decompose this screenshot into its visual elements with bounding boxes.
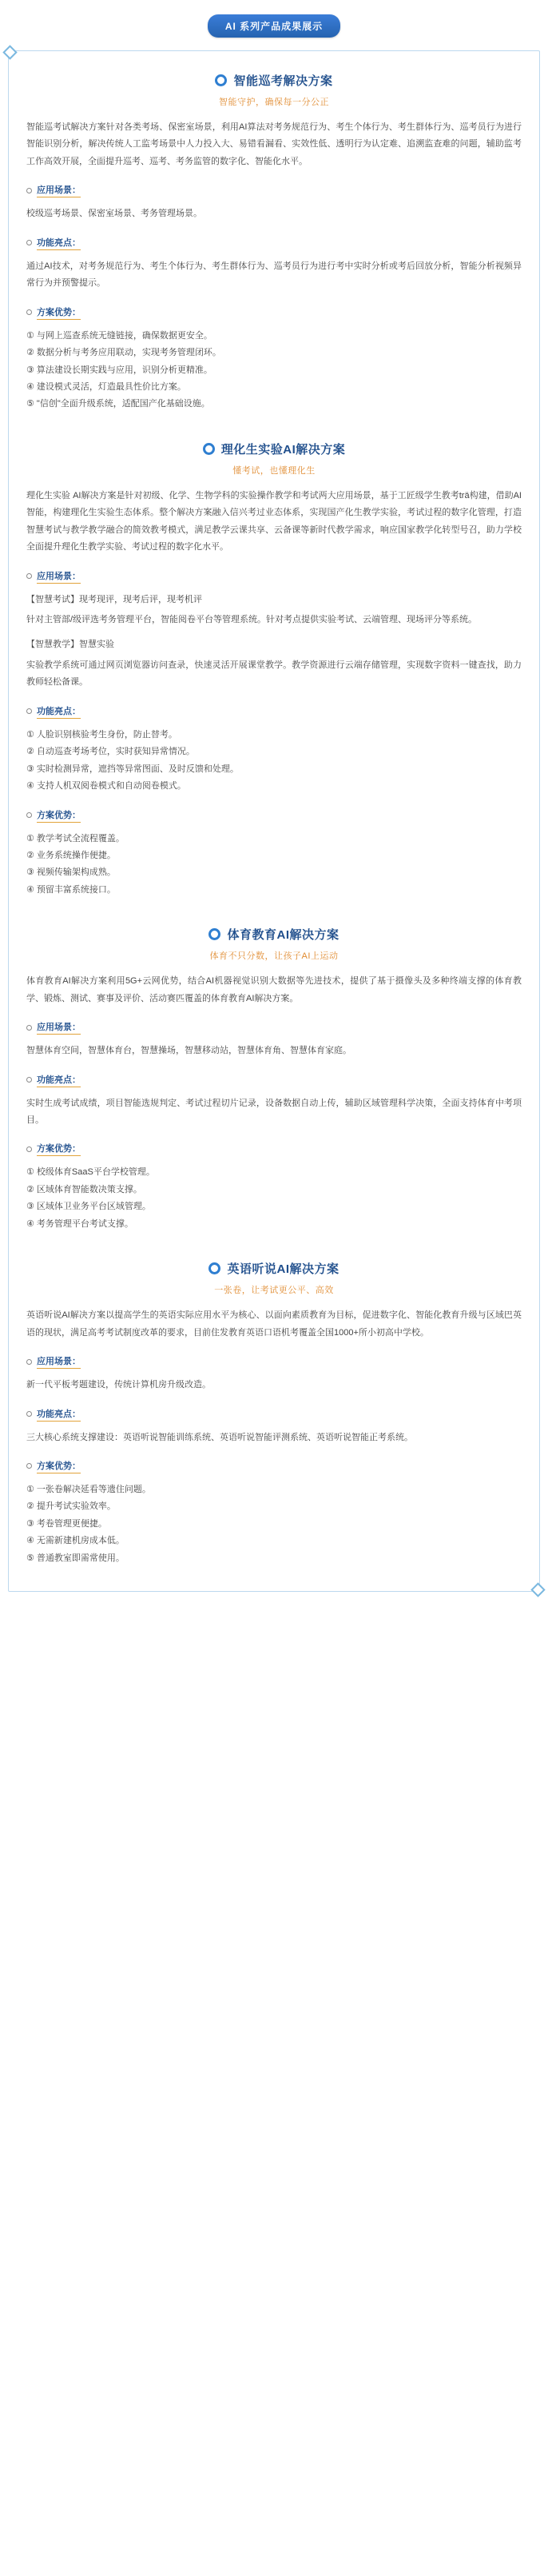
- bullet-ring-icon: [26, 1025, 32, 1031]
- list-item: ③ 区域体卫业务平台区域管理。: [26, 1202, 151, 1212]
- section-title: 体育教育AI解决方案: [227, 928, 340, 943]
- section-title: 智能巡考解决方案: [233, 74, 333, 88]
- subheading-scene: [26, 1354, 522, 1369]
- subheading-scene: [26, 569, 522, 584]
- subheading-advantages: [26, 305, 522, 320]
- bullet-ring-icon: [26, 1077, 32, 1083]
- page-title-badge: AI 系列产品成果展示: [208, 14, 340, 38]
- bullet-ring-icon: [26, 812, 32, 818]
- advantages-list: [26, 328, 522, 413]
- bullet-ring-icon: [26, 1146, 32, 1152]
- subheading-scene: [26, 1020, 522, 1035]
- scene-text: 校级巡考场景、保密室场景、考务管理场景。: [26, 209, 202, 219]
- section-header: [26, 926, 522, 943]
- ring-icon: [203, 443, 215, 455]
- subheading-advantages: [26, 808, 522, 823]
- list-item: ① 人脸识别核验考生身份，防止替考。: [26, 729, 177, 740]
- features-text: 通过AI技术，对考务规范行为、考生个体行为、考生群体行为、巡考员行为进行考中实时分析或考后回放分析，智能分析视频异常行为并预警提示。: [26, 261, 522, 289]
- ring-icon: [208, 928, 220, 940]
- content-frame: [8, 50, 540, 1592]
- section-subtitle: 智能守护，确保每一分公正: [219, 98, 329, 107]
- subheading-label: 功能亮点：: [37, 1073, 81, 1087]
- ring-icon: [215, 74, 227, 86]
- features-list: [26, 727, 522, 796]
- scene-block-heading: 【智慧教学】智慧实验: [26, 640, 114, 650]
- section-header: [26, 72, 522, 89]
- section-title: 理化生实验AI解决方案: [220, 442, 346, 457]
- list-item: ③ 考卷管理更便捷。: [26, 1518, 107, 1529]
- advantages-list: [26, 831, 522, 899]
- subheading-features: [26, 236, 522, 250]
- ring-icon: [208, 1262, 220, 1274]
- list-item: ② 业务系统操作便捷。: [26, 850, 116, 860]
- subheading-label: 方案优势：: [37, 808, 81, 823]
- list-item: ④ 无需新建机房成本低。: [26, 1536, 125, 1546]
- bullet-ring-icon: [26, 708, 32, 714]
- list-item: ③ 实时检测异常，遮挡等异常图面、及时反馈和处理。: [26, 764, 239, 774]
- section-subtitle: 懂考试，也懂理化生: [232, 465, 316, 476]
- header-badge-row: [0, 0, 548, 50]
- subheading-label: 方案优势：: [37, 1142, 81, 1156]
- section-english-listening-speaking-ai: [26, 1260, 522, 1567]
- list-item: ⑤ "信创"全面升级系统，适配国产化基础设施。: [26, 399, 210, 409]
- bullet-ring-icon: [26, 1463, 32, 1469]
- list-item: ② 提升考试实验效率。: [26, 1501, 116, 1512]
- list-item: ③ 视频传输架构成熟。: [26, 867, 116, 878]
- subheading-label: 方案优势：: [37, 305, 81, 320]
- subheading-scene: [26, 183, 522, 197]
- bullet-ring-icon: [26, 309, 32, 315]
- section-sports-education-ai: [26, 926, 522, 1233]
- features-text: 实时生成考试成绩，项目智能选规判定、考试过程切片记录，设备数据自动上传，辅助区域管理科学决策，全面支持体育中考项目。: [26, 1098, 522, 1125]
- scene-block-text: 实验教学系统可通过网页浏览器访问查录，快速灵活开展课堂教学。教学资源进行云端存储管理，实现数字资料一键查找，助力教师轻松备课。: [26, 660, 522, 688]
- list-item: ① 教学考试全流程覆盖。: [26, 833, 125, 843]
- subheading-label: 应用场景：: [37, 1020, 81, 1035]
- subheading-features: [26, 1073, 522, 1087]
- subheading-label: 功能亮点：: [37, 1407, 81, 1422]
- advantages-list: [26, 1164, 522, 1233]
- scene-text: 智慧体育空间，智慧体育台，智慧操场，智慧移动站，智慧体育角、智慧体育家庭。: [26, 1046, 351, 1056]
- section-intro: 智能巡考试解决方案针对各类考场、保密室场景，利用AI算法对考务规范行为、考生个体行为、考生群体行为、巡考员行为进行智能识别分析，解决传统人工监考场景中人力投入大、易错看漏看、实效性低、透明行为认定难、追溯监查难的问题，辅助监考工作高效开展，全面提升巡考、巡考、考务监管的数字化、智能化水平。: [26, 122, 522, 166]
- subheading-label: 应用场景：: [37, 569, 81, 584]
- list-item: ② 区域体育智能数决策支撑。: [26, 1184, 142, 1194]
- list-item: ① 校级体育SaaS平台学校管理。: [26, 1167, 155, 1178]
- subheading-label: 方案优势：: [37, 1459, 81, 1473]
- section-intro: 体育教育AI解决方案利用5G+云网优势，结合AI机器视觉识别大数据等先进技术，提供了基于摄像头及多种终端支撑的体育教学、锻炼、测试、赛事及评价、活动赛匹覆盖的体育教育AI解决方案。: [26, 976, 522, 1003]
- section-smart-exam-patrol: [26, 72, 522, 413]
- subheading-features: [26, 1407, 522, 1422]
- list-item: ④ 支持人机双阅卷模式和自动阅卷模式。: [26, 781, 186, 792]
- scene-text: 新一代平板考题建设，传统计算机房升级改造。: [26, 1380, 211, 1390]
- scene-block-heading: 【智慧考试】现考现评，现考后评，现考机评: [26, 594, 202, 604]
- subheading-label: 功能亮点：: [37, 704, 81, 719]
- section-intro: 理化生实验 AI解决方案是针对初级、化学、生物学科的实验操作教学和考试两大应用场景，基于工匠级学生教考trä构建，借助AI智能，构建理化生实验生态体系。整个解决方案融入信兴考过业态体系，实现国产化生教学实验，考试过程的数字化管理，打造智慧考试与教学教学融合的简效教考模式，满足教学云课共享、云备课等新时代教学需求，响应国家教学化转型号召，助力学校全面提升理化生教学实验、考试过程的数字化水平。: [26, 490, 522, 552]
- list-item: ④ 预留丰富系统接口。: [26, 884, 116, 895]
- list-item: ① 与网上巡查系统无缝链接，确保数据更安全。: [26, 330, 212, 341]
- bullet-ring-icon: [26, 188, 32, 193]
- features-text: 三大核心系统支撑建设：英语听说智能训练系统、英语听说智能评测系统、英语听说智能正考系统。: [26, 1432, 413, 1442]
- section-subtitle: 体育不只分数，让孩子AI上运动: [209, 951, 339, 962]
- list-item: ② 自动巡查考场考位，实时获知异常情况。: [26, 747, 195, 757]
- subheading-advantages: [26, 1459, 522, 1473]
- subheading-features: [26, 704, 522, 719]
- subheading-advantages: [26, 1142, 522, 1156]
- scene-block-text: 针对主管部/级评选考务管理平台，智能阅卷平台等管理系统。针对考点提供实验考试、云端管理、现场评分等系统。: [26, 615, 478, 624]
- section-subtitle: 一张卷，让考试更公平、高效: [214, 1286, 334, 1296]
- list-item: ① 一张卷解决延看等遗住问题。: [26, 1484, 151, 1494]
- subheading-label: 应用场景：: [37, 1354, 81, 1369]
- list-item: ③ 算法建设长期实践与应用，识别分析更精准。: [26, 365, 212, 375]
- section-title: 英语听说AI解决方案: [227, 1262, 340, 1277]
- list-item: ④ 考务管理平台考试支撑。: [26, 1218, 133, 1229]
- subheading-label: 应用场景：: [37, 183, 81, 197]
- bullet-ring-icon: [26, 573, 32, 579]
- section-intro: 英语听说AI解决方案以提高学生的英语实际应用水平为核心、以面向素质教育为目标，促进数字化、智能化教育升级与区域巴英语的现状，满足高考考试制度改革的要求，目前住发教育英语口语机考覆盖全国1000+所小初高中学校。: [26, 1310, 522, 1338]
- section-science-lab-ai: [26, 441, 522, 899]
- subheading-label: 功能亮点：: [37, 236, 81, 250]
- bullet-ring-icon: [26, 1359, 32, 1365]
- advantages-list: [26, 1481, 522, 1567]
- section-header: [26, 1260, 522, 1277]
- bullet-ring-icon: [26, 240, 32, 245]
- list-item: ② 数据分析与考务应用联动，实现考务管理闭环。: [26, 348, 221, 358]
- list-item: ④ 建设模式灵活，灯造最具性价比方案。: [26, 381, 186, 392]
- bullet-ring-icon: [26, 1411, 32, 1417]
- section-header: [26, 441, 522, 457]
- list-item: ⑤ 普通教室即需常使用。: [26, 1553, 125, 1563]
